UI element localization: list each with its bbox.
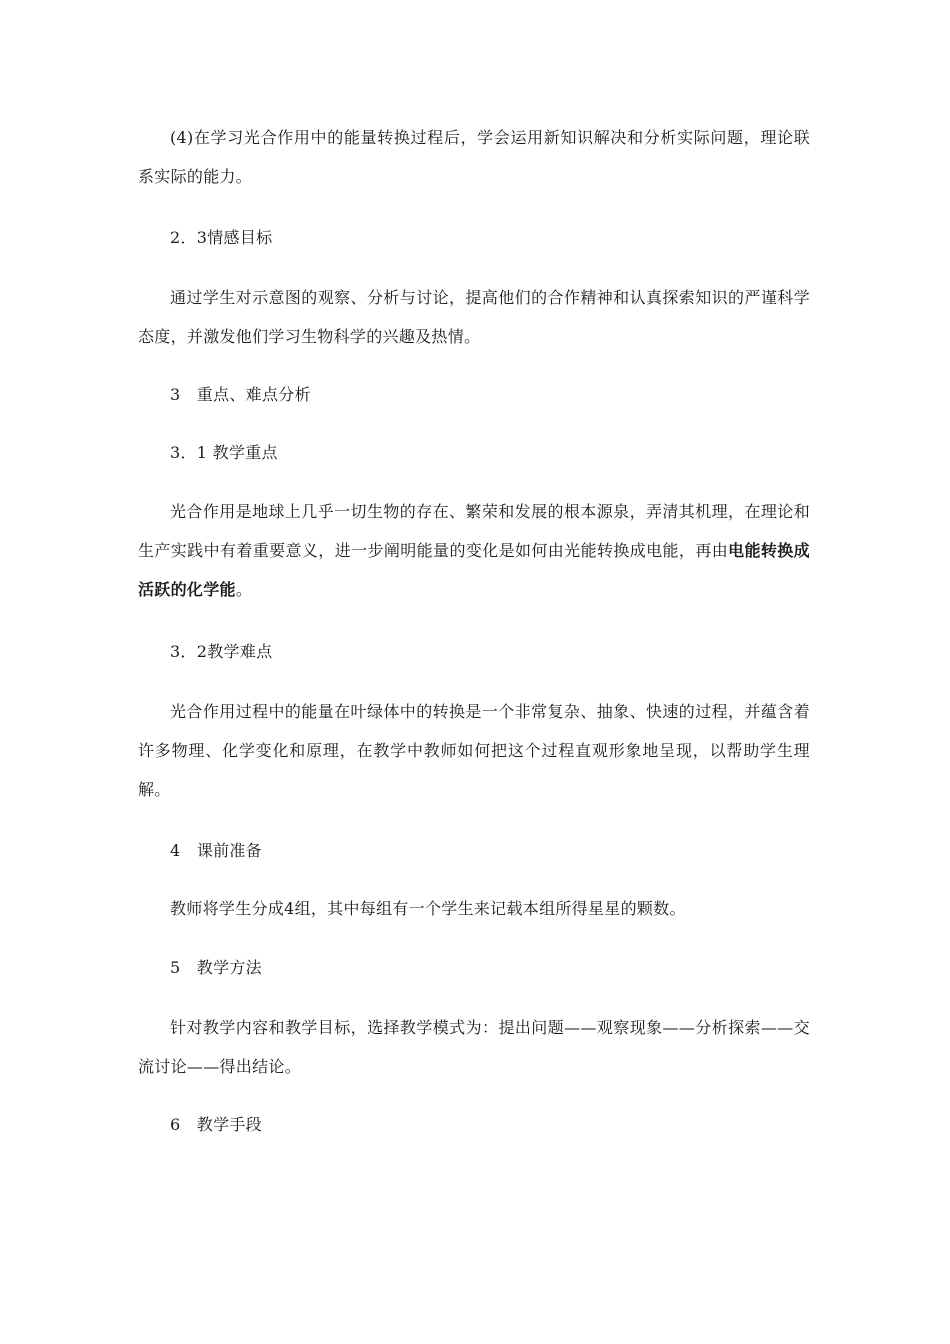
- heading-3-2-teaching-difficulty: 3．2教学难点: [170, 642, 273, 661]
- heading-6-teaching-means: 6 教学手段: [170, 1115, 262, 1134]
- paragraph-teaching-difficulty: 光合作用过程中的能量在叶绿体中的转换是一个非常复杂、抽象、快速的过程，并蕴含着许多物理、化学变化和原理，在教学中教师如何把这个过程直观形象地呈现，以帮助学生理解。: [138, 702, 810, 799]
- heading-3-1-teaching-focus: 3．1 教学重点: [170, 443, 278, 462]
- paragraph-teaching-focus-end: 。: [235, 580, 253, 599]
- paragraph-teaching-focus-text: 光合作用是地球上几乎一切生物的存在、繁荣和发展的根本源泉，弄清其机理，在理论和生产实践中有着重要意义，进一步阐明能量的变化是如何由光能转换成电能，再由: [138, 502, 810, 560]
- paragraph-teaching-focus: [138, 492, 810, 609]
- paragraph-preparation: 教师将学生分成4组，其中每组有一个学生来记载本组所得星星的颗数。: [170, 899, 686, 918]
- heading-4-preparation: 4 课前准备: [170, 841, 262, 860]
- heading-2-3-emotional-goals: 2．3情感目标: [170, 228, 273, 247]
- paragraph-teaching-method: 针对教学内容和教学目标，选择教学模式为：提出问题——观察现象——分析探索——交流讨论——得出结论。: [138, 1018, 810, 1076]
- paragraph-emotional-goals: 通过学生对示意图的观察、分析与讨论，提高他们的合作精神和认真探索知识的严谨科学态度，并激发他们学习生物科学的兴趣及热情。: [138, 288, 810, 346]
- heading-3-key-difficult-points: 3 重点、难点分析: [170, 385, 311, 404]
- paragraph-ability-objective: (4)在学习光合作用中的能量转换过程后，学会运用新知识解决和分析实际问题，理论联系实际的能力。: [138, 128, 810, 186]
- heading-5-teaching-method: 5 教学方法: [170, 958, 262, 977]
- paragraph-teaching-focus-bold: 电能转换成活跃的化学能: [138, 541, 810, 599]
